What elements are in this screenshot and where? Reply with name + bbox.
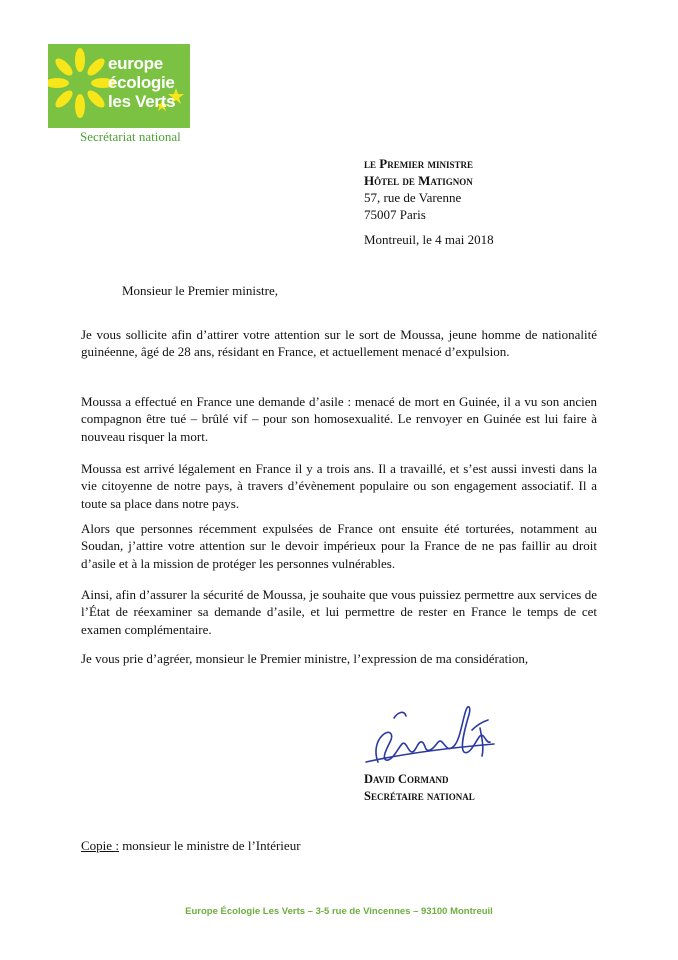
recipient-name: le Premier ministre bbox=[364, 156, 473, 171]
recipient-city: 75007 Paris bbox=[364, 207, 426, 222]
copy-line bbox=[81, 838, 301, 854]
body-paragraph: Alors que personnes récemment expulsées de France ont ensuite été torturées, notamment au Soudan, j’attire votre attention sur le devoir impérieux pour la France de ne pas faillir au droit d’asile et à la mission de protéger les personnes vulnérables. bbox=[81, 521, 597, 571]
recipient-address bbox=[364, 155, 473, 223]
signatory-title: Secrétaire national bbox=[364, 789, 475, 803]
signature-block bbox=[364, 771, 475, 805]
copy-recipient: monsieur le ministre de l’Intérieur bbox=[118, 838, 301, 853]
salutation: Monsieur le Premier ministre, bbox=[122, 283, 278, 298]
body-paragraph: Moussa est arrivé légalement en France il y a trois ans. Il a travaillé, et s’est aussi investi dans la vie citoyenne de notre pays, à travers d’évènement populaire ou son engagement associatif. Il a toute sa place dans notre pays. bbox=[81, 461, 597, 511]
signatory-name: David Cormand bbox=[364, 772, 449, 786]
closing-paragraph: Je vous prie d’agréer, monsieur le Premier ministre, l’expression de ma considération, bbox=[81, 651, 529, 666]
department-label: Secrétariat national bbox=[80, 129, 181, 144]
body-paragraph: Je vous sollicite afin d’attirer votre attention sur le sort de Moussa, jeune homme de nationalité guinéenne, âgé de 28 ans, résidant en France, et actuellement menacé d’expulsion. bbox=[81, 327, 597, 360]
footer-address: Europe Écologie Les Verts – 3-5 rue de Vincennes – 93100 Montreuil bbox=[185, 906, 493, 917]
logo-line-ecologie: écologie bbox=[108, 73, 175, 92]
logo-line-europe: europe bbox=[108, 54, 163, 73]
recipient-office: Hôtel de Matignon bbox=[364, 173, 473, 188]
logo-line-les-verts: les Verts bbox=[108, 92, 176, 111]
handwritten-signature bbox=[364, 700, 504, 772]
recipient-street: 57, rue de Varenne bbox=[364, 190, 462, 205]
date-line: Montreuil, le 4 mai 2018 bbox=[364, 232, 494, 247]
body-paragraph: Ainsi, afin d’assurer la sécurité de Moussa, je souhaite que vous puissiez permettre aux services de l’État de réexaminer sa demande d’asile, et lui permettre de rester en France le temps de cet examen complémentaire. bbox=[81, 587, 597, 637]
copy-label: Copie : bbox=[81, 838, 119, 853]
eelv-logo bbox=[48, 44, 190, 128]
body-paragraph: Moussa a effectué en France une demande d’asile : menacé de mort en Guinée, il a vu son ancien compagnon être tué – brûlé vif – pour son homosexualité. Le renvoyer en Guinée est lui faire à nouveau risquer la mort. bbox=[81, 394, 597, 444]
